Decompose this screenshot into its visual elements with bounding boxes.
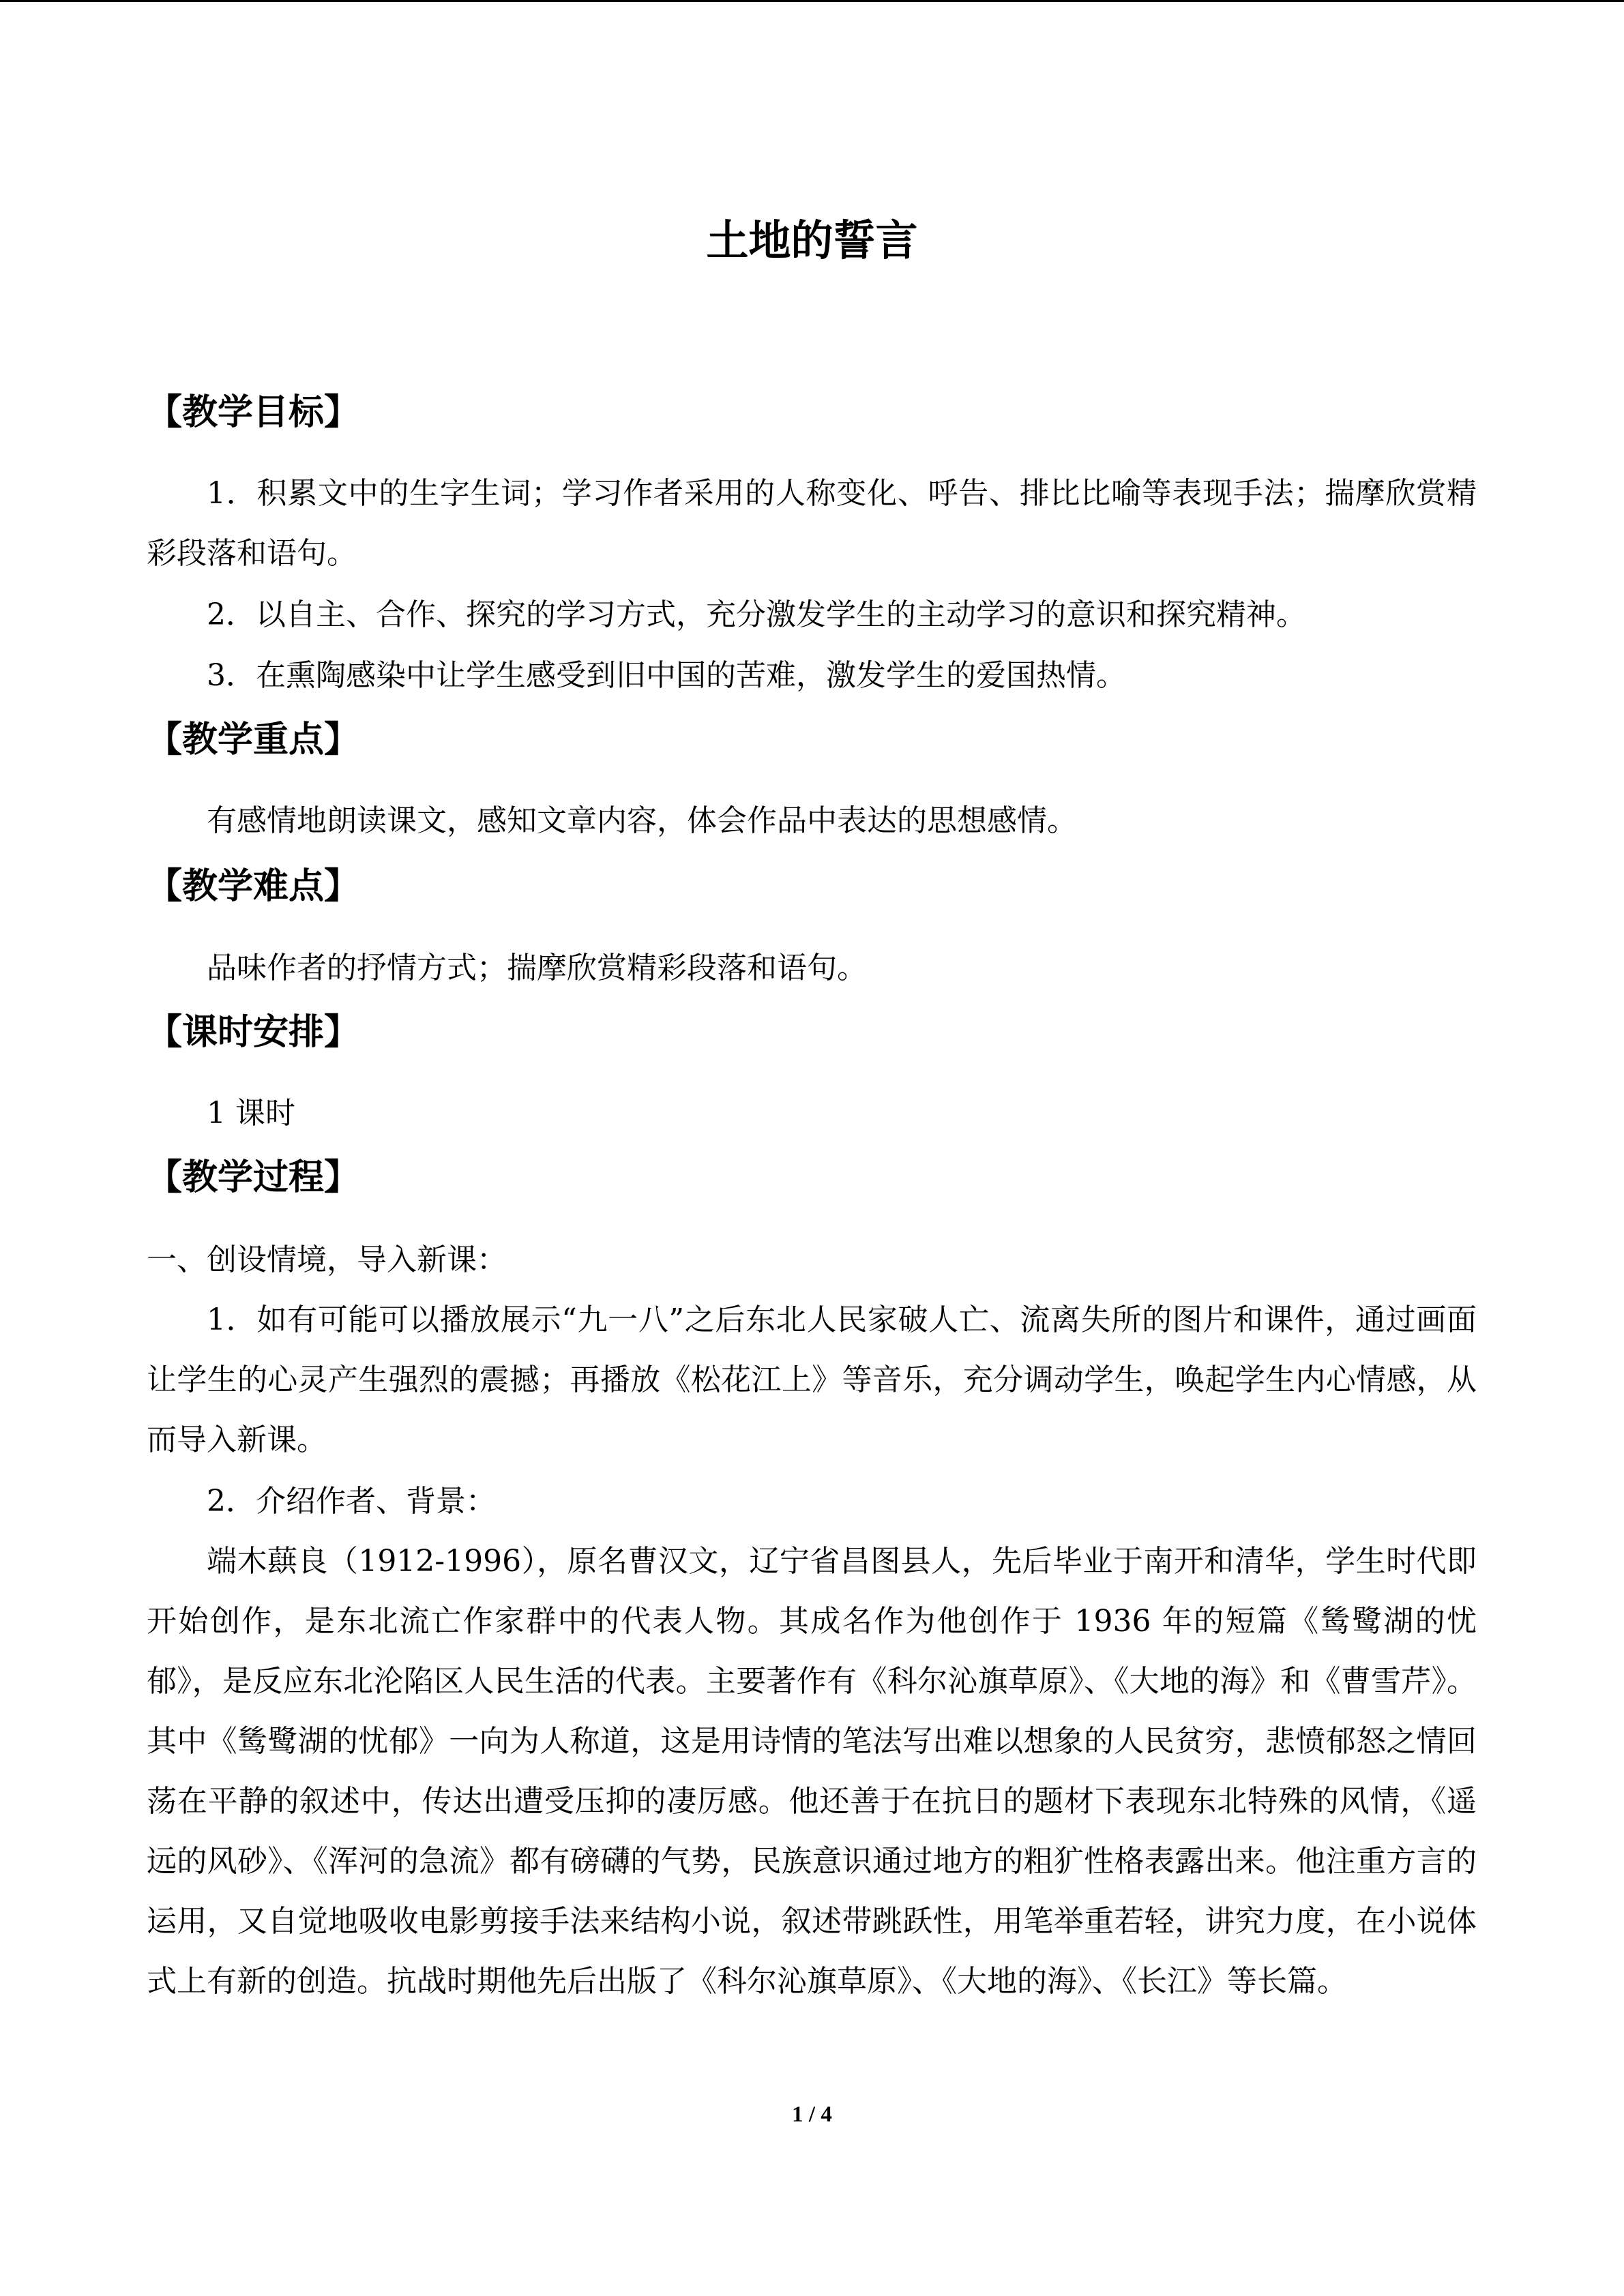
top-border-line <box>0 0 1624 2</box>
heading-key-points: 【教学重点】 <box>147 719 360 760</box>
author-background-paragraph: 端木蕻良（1912-1996），原名曹汉文，辽宁省昌图县人，先后毕业于南开和清华，学生时代即开始创作，是东北流亡作家群中的代表人物。其成名作为他创作于 1936 年的短篇《鸶鹭湖的忧郁》，是反应东北沦陷区人民生活的代表。主要著作有《科尔沁旗草原》、《大地的海》和《曹雪芹》。其中《鸶鹭湖的忧郁》一向为人称道，这是用诗情的笔法写出难以想象的人民贫穷，悲愤郁怒之情回荡在平静的叙述中，传达出遭受压抑的凄厉感。他还善于在抗日的题材下表现东北特殊的风情，《遥远的风砂》、《浑河的急流》都有磅礴的气势，民族意识通过地方的粗犷性格表露出来。他注重方言的运用，又自觉地吸收电影剪接手法来结构小说，叙述带跳跃性，用笔举重若轻，讲究力度，在小说体式上有新的创造。抗战时期他先后出版了《科尔沁旗草原》、《大地的海》、《长江》等长篇。 <box>147 1544 1477 1999</box>
schedule-text: 1 课时 <box>207 1096 295 1131</box>
difficulties-text: 品味作者的抒情方式；揣摩欣赏精彩段落和语句。 <box>207 951 867 985</box>
heading-difficulties: 【教学难点】 <box>147 866 360 907</box>
heading-schedule: 【课时安排】 <box>147 1012 360 1053</box>
document-title: 土地的誓言 <box>706 215 918 265</box>
key-points-text: 有感情地朗读课文，感知文章内容，体会作品中表达的思想感情。 <box>207 803 1077 838</box>
process-item-2: 2．介绍作者、背景： <box>207 1484 496 1519</box>
process-step-1-title: 一、创设情境，导入新课： <box>147 1242 507 1277</box>
heading-teaching-process: 【教学过程】 <box>147 1157 360 1198</box>
objective-item-2: 2．以自主、合作、探究的学习方式，充分激发学生的主动学习的意识和探究精神。 <box>207 597 1306 632</box>
heading-teaching-objectives: 【教学目标】 <box>147 392 360 433</box>
objective-item-1: 1．积累文中的生字生词；学习作者采用的人称变化、呼告、排比比喻等表现手法；揣摩欣赏精彩段落和语句。 <box>147 476 1477 571</box>
page-number: 1 / 4 <box>792 2102 832 2127</box>
process-item-1: 1．如有可能可以播放展示“九一八”之后东北人民家破人亡、流离失所的图片和课件，通过画面让学生的心灵产生强烈的震撼；再播放《松花江上》等音乐，充分调动学生，唤起学生内心情感，从而导入新课。 <box>147 1302 1477 1457</box>
objective-item-3: 3．在熏陶感染中让学生感受到旧中国的苦难，激发学生的爱国热情。 <box>207 658 1126 693</box>
